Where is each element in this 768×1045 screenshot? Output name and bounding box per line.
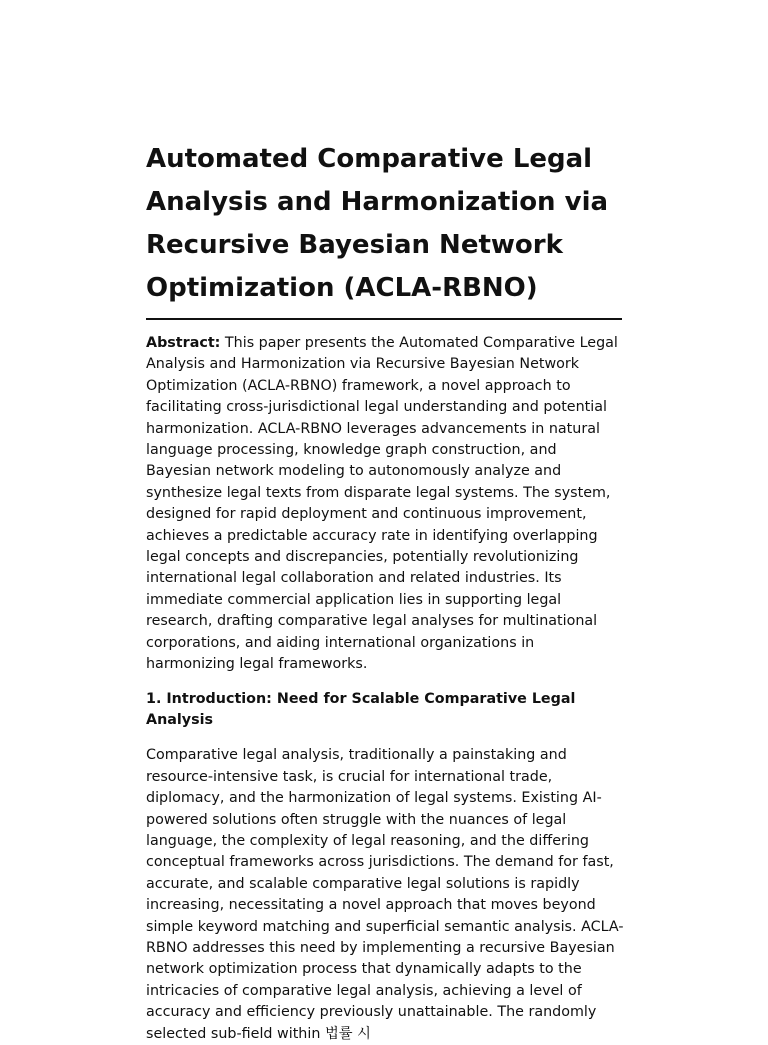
abstract: [146, 333, 624, 676]
paper-title: Automated Comparative Legal Analysis and Harmonization via Recursive Bayesian Network Optimization (ACLA-RBNO): [146, 144, 609, 303]
title-divider: [146, 318, 622, 320]
abstract-text: This paper presents the Automated Comparative Legal Analysis and Harmonization via Recursive Bayesian Network Optimization (ACLA-RBNO) framework, a novel approach to facilitating cross-jurisdictional legal understanding and potential harmonization. ACLA-RBNO leverages advancements in natural language processing, knowledge graph construction, and Bayesian network modeling to autonomously analyze and synthesize legal texts from disparate legal systems. The system, designed for rapid deployment and continuous improvement, achieves a predictable accuracy rate in identifying overlapping legal concepts and discrepancies, potentially revolutionizing international legal collaboration and related industries. Its immediate commercial application lies in supporting legal research, drafting comparative legal analyses for multinational corporations, and aiding international organizations in harmonizing legal frameworks.: [146, 335, 618, 673]
abstract-label: Abstract:: [146, 335, 221, 351]
intro-paragraph: Comparative legal analysis, traditionally a painstaking and resource-intensive task, is crucial for international trade, diplomacy, and the harmonization of legal systems. Existing AI-powered solutions often struggle with the nuances of legal language, the complexity of legal reasoning, and the differing conceptual frameworks across jurisdictions. The demand for fast, accurate, and scalable comparative legal solutions is rapidly increasing, necessitating a novel approach that moves beyond simple keyword matching and superficial semantic analysis. ACLA-RBNO addresses this need by implementing a recursive Bayesian network optimization process that dynamically adapts to the intricacies of comparative legal analysis, achieving a level of accuracy and efficiency previously unattainable. The randomly selected sub-field within 법률 시: [146, 747, 624, 1042]
section-heading: 1. Introduction: Need for Scalable Comparative Legal Analysis: [146, 690, 576, 728]
paper-page: [146, 138, 624, 1045]
